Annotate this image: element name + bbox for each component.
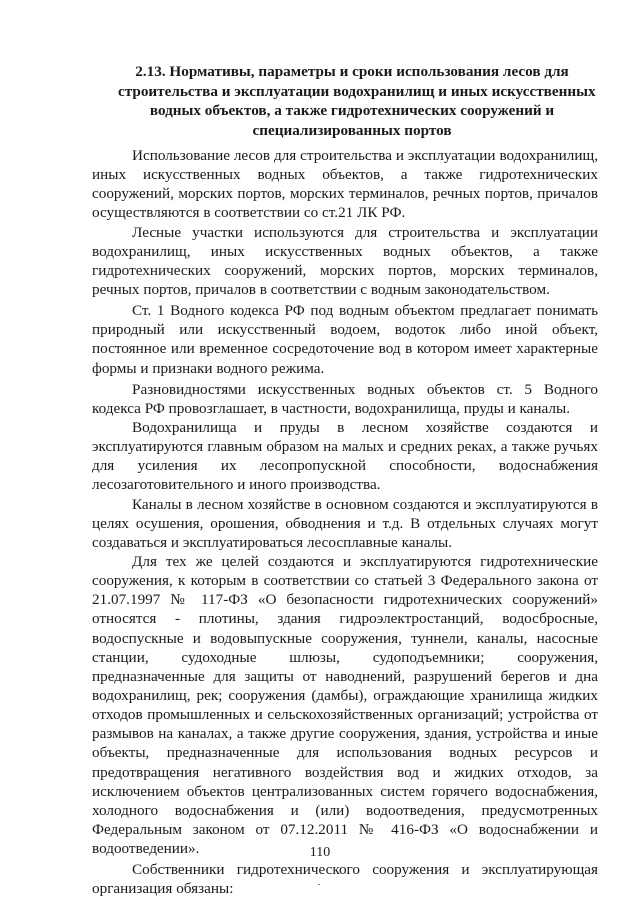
text-line: 21.07.1997 № 117-ФЗ «О безопасности гидротехнических сооружений» bbox=[92, 591, 598, 609]
paragraph bbox=[92, 380, 598, 418]
text-line: Ст. 1 Водного кодекса РФ под водным объектом предлагает понимать bbox=[132, 302, 598, 320]
paragraph bbox=[92, 301, 598, 378]
text-line: Водохранилища и пруды в лесном хозяйстве создаются и bbox=[132, 418, 598, 436]
text-line: создаваться и эксплуатироваться лесосплавные каналы. bbox=[92, 533, 453, 551]
text-line: холодного водоснабжения и (или) водоотведения, предусмотренных bbox=[92, 801, 598, 819]
document-body bbox=[92, 146, 598, 898]
text-line: Федеральным законом от 07.12.2011 № 416-ФЗ «О водоснабжении и bbox=[92, 820, 598, 838]
text-line: эксплуатируются главным образом на малых и средних реках, а также ручьях bbox=[92, 438, 598, 456]
text-line: станции, судоходные шлюзы, судоподъемники; сооружения, bbox=[92, 648, 598, 666]
text-line: гидротехнических сооружений, морских портов, морских терминалов, bbox=[92, 261, 598, 279]
paragraph bbox=[92, 860, 598, 898]
text-line: размывов на каналах, а также другие сооружения, здания, устройства и иные bbox=[92, 725, 598, 743]
text-line: исключением объектов централизованных систем горячего водоснабжения, bbox=[92, 782, 598, 800]
text-line: иных искусственных водных объектов, а также гидротехнических bbox=[92, 166, 598, 184]
paragraph bbox=[92, 146, 598, 223]
section-heading bbox=[118, 62, 596, 140]
text-line: предназначенные для защиты от наводнений, разрушений берегов и дна bbox=[92, 667, 598, 685]
text-line: кодекса РФ провозглашает, в частности, водохранилища, пруды и каналы. bbox=[92, 399, 570, 417]
text-line: Лесные участки используются для строительства и эксплуатации bbox=[132, 223, 598, 241]
paragraph bbox=[92, 552, 598, 858]
text-line: лесозаготовительного и иного производства. bbox=[92, 476, 381, 494]
text-line: для усиления их лесопропускной способности, водоснабжения bbox=[92, 457, 598, 475]
heading-line: специализированных портов bbox=[252, 121, 452, 139]
text-line: водохранилищ, иных искусственных водных объектов, а также bbox=[92, 242, 598, 260]
paragraph bbox=[92, 418, 598, 495]
text-line: отходов промышленных и сельскохозяйственных организаций; устройства от bbox=[92, 706, 598, 724]
scan-speck bbox=[318, 884, 320, 885]
paragraph bbox=[92, 223, 598, 300]
text-line: водоспускные и водовыпускные сооружения, туннели, каналы, насосные bbox=[92, 629, 598, 647]
text-line: сооружений, морских портов, морских терминалов, речных портов, причалов bbox=[92, 185, 598, 203]
text-line: природный или искусственный водоем, водоток либо иной объект, bbox=[92, 321, 598, 339]
heading-line: водных объектов, а также гидротехнических сооружений и bbox=[149, 102, 555, 120]
text-line: осуществляются в соответствии со ст.21 ЛК РФ. bbox=[92, 204, 406, 222]
text-line: сооружения, к которым в соответствии со статьей 3 Федерального закона от bbox=[92, 572, 598, 590]
paragraph bbox=[92, 495, 598, 552]
text-line: речных портов, причалов в соответствии с водным законодательством. bbox=[92, 280, 550, 298]
text-line: Каналы в лесном хозяйстве в основном создаются и эксплуатируются в bbox=[132, 495, 598, 513]
heading-line: строительства и эксплуатации водохранилищ и иных искусственных bbox=[118, 82, 596, 100]
text-line: постоянное или временное сосредоточение вод в котором имеет характерные bbox=[92, 340, 598, 358]
text-line: целях осушения, орошения, обводнения и т.д. В отдельных случаях могут bbox=[92, 514, 598, 532]
text-line: водоотведении». bbox=[92, 840, 200, 858]
text-line: объекты, предназначенные для использования водных ресурсов и bbox=[92, 744, 598, 762]
text-line: Использование лесов для строительства и эксплуатации водохранилищ, bbox=[132, 147, 598, 164]
text-line: Для тех же целей создаются и эксплуатируются гидротехнические bbox=[132, 552, 598, 570]
text-line: относятся - плотины, здания гидроэлектростанций, водосбросные, bbox=[92, 610, 598, 628]
heading-line: 2.13. Нормативы, параметры и сроки использования лесов для bbox=[135, 63, 569, 80]
text-line: организация обязаны: bbox=[92, 880, 234, 898]
page-number: 110 bbox=[309, 845, 331, 860]
text-line: водохранилищ, рек; сооружения (дамбы), ограждающие хранилища жидких bbox=[92, 686, 598, 704]
text-line: предотвращения негативного воздействия вод и жидких отходов, за bbox=[92, 763, 598, 781]
text-line: Собственники гидротехнического сооружения и эксплуатирующая bbox=[132, 861, 598, 879]
text-line: формы и признаки водного режима. bbox=[92, 359, 325, 377]
text-line: Разновидностями искусственных водных объектов ст. 5 Водного bbox=[132, 380, 598, 398]
